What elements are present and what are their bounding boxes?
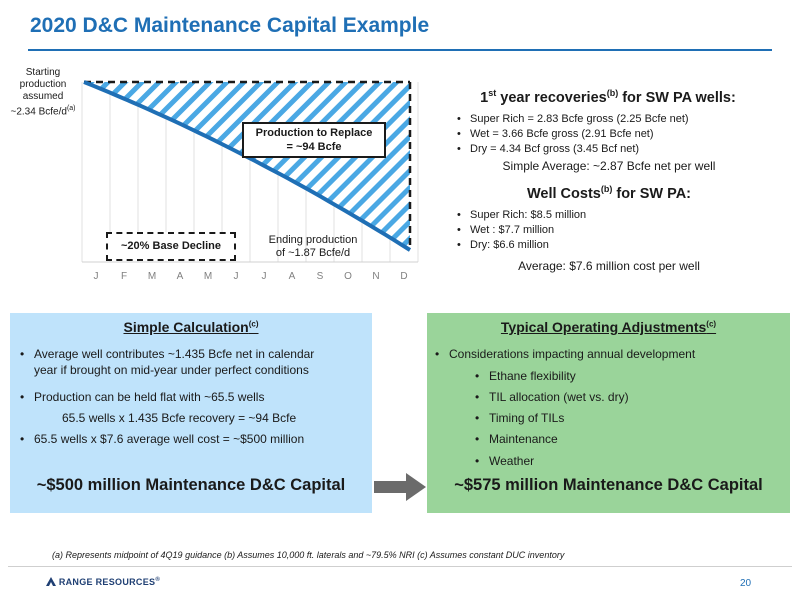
month-labels xyxy=(94,271,408,282)
production-to-replace-area xyxy=(84,82,410,250)
month-label: D xyxy=(400,271,408,282)
month-label: A xyxy=(176,271,184,282)
month-label: M xyxy=(147,271,157,282)
list-item: • Ethane flexibility xyxy=(475,369,576,383)
footnote: (a) Represents midpoint of 4Q19 guidance (b) Assumes 10,000 ft. laterals and ~79.5% NRI (c) Assumes constant DUC inventory xyxy=(52,550,565,560)
list-item: • Dry = 4.34 Bcf gross (3.45 Bcf net) xyxy=(454,142,784,157)
list-item: • Maintenance xyxy=(475,432,558,446)
list-item: • Considerations impacting annual development xyxy=(435,347,696,361)
page-title: 2020 D&C Maintenance Capital Example xyxy=(30,14,430,37)
calculation-line: 65.5 wells x 1.435 Bcfe recovery = ~94 Bcfe xyxy=(62,411,297,425)
recoveries-heading: 1st year recoveries$^{(b)}$ for SW PA wells: xyxy=(480,88,736,106)
list-item: • Wet = 3.66 Bcfe gross (2.91 Bcfe net) xyxy=(454,127,784,142)
list-item: • Production can be held flat with ~65.5 wells xyxy=(20,390,265,404)
production-to-replace-box: Production to Replace = ~94 Bcfe xyxy=(242,122,386,158)
well-costs-list xyxy=(454,208,784,253)
arrow-right-icon xyxy=(372,472,428,502)
range-logo-icon xyxy=(46,577,56,586)
typical-adjustments-panel xyxy=(427,313,790,513)
ending-production-label: Ending production of ~1.87 Bcfe/d xyxy=(268,234,358,259)
simple-calculation-result: ~$500 million Maintenance D&C Capital xyxy=(36,476,346,494)
starting-production-label: Starting production assumed ~2.34 Bcfe/$d^{(a)}$ xyxy=(10,67,76,118)
month-label: M xyxy=(203,271,213,282)
list-item: • Average well contributes ~1.435 Bcfe net in calendar year if brought on mid-year under perfect conditions xyxy=(20,347,315,377)
month-label: O xyxy=(344,271,352,282)
page-number: 20 xyxy=(740,578,752,589)
typical-adjustments-heading: Typical Operating Adjustments$^{(c)}$ xyxy=(500,319,717,335)
list-item: • Dry: $6.6 million xyxy=(454,238,784,253)
month-label: J xyxy=(261,271,267,282)
list-item: • TIL allocation (wet vs. dry) xyxy=(475,390,629,404)
month-label: J xyxy=(93,271,99,282)
simple-calculation-panel xyxy=(10,313,372,513)
list-item: • Timing of TILs xyxy=(475,411,565,425)
list-item: • Weather xyxy=(475,454,535,468)
well-costs-heading: Well Costs$^{(b)}$ for SW PA: xyxy=(526,184,692,202)
typical-adjustments-result: ~$575 million Maintenance D&C Capital xyxy=(454,476,763,494)
month-label: F xyxy=(120,271,128,282)
well-costs-average: Average: $7.6 million cost per well xyxy=(518,259,700,273)
month-label: J xyxy=(233,271,239,282)
footer-divider xyxy=(8,566,792,567)
list-item: • Super Rich = 2.83 Bcfe gross (2.25 Bcfe net) xyxy=(454,112,784,127)
list-item: • Super Rich: $8.5 million xyxy=(454,208,784,223)
month-label: A xyxy=(288,271,296,282)
list-item: • Wet : $7.7 million xyxy=(454,223,784,238)
company-logo: RANGE RESOURCES® xyxy=(46,577,160,587)
recoveries-average: Simple Average: ~2.87 Bcfe net per well xyxy=(502,159,716,173)
month-label: N xyxy=(372,271,380,282)
list-item: • 65.5 wells x $7.6 average well cost = ~$500 million xyxy=(20,432,305,446)
recoveries-list xyxy=(454,112,784,157)
month-label: S xyxy=(316,271,324,282)
base-decline-box: ~20% Base Decline xyxy=(106,232,236,261)
simple-calculation-heading: Simple Calculation$^{(c)}$ xyxy=(123,319,259,335)
